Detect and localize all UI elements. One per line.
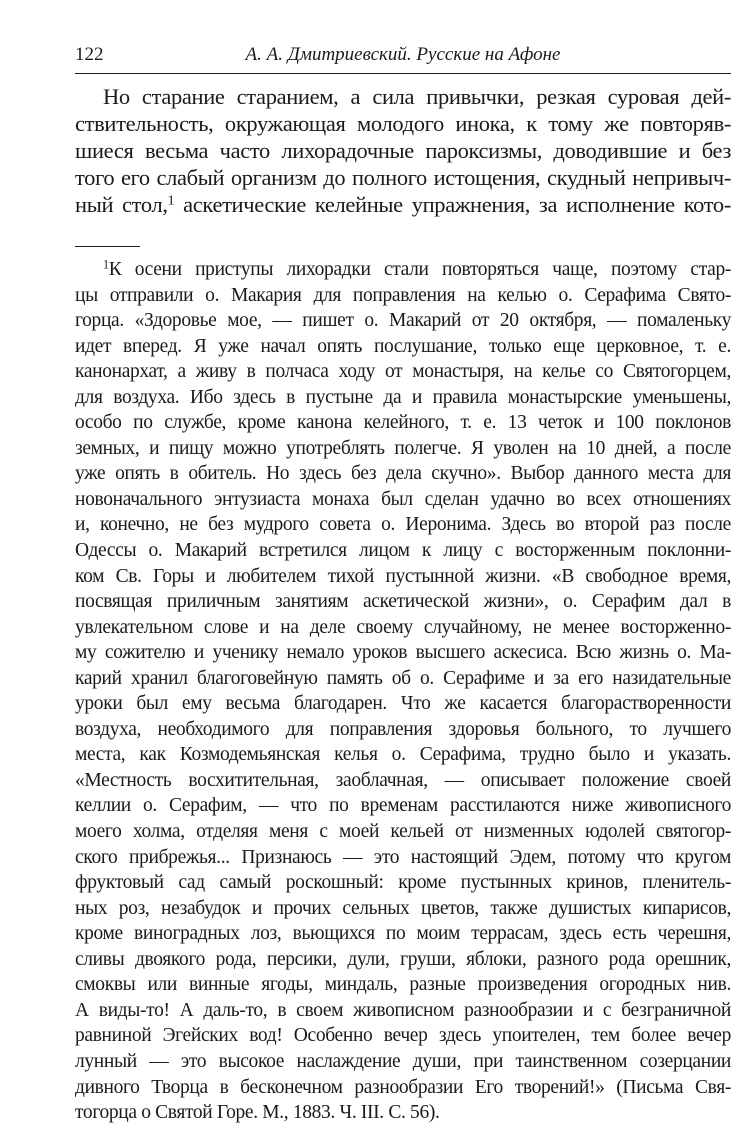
text-line: земных, и пищу можно употреблять полегче. Я уволен на 10 дней, а после	[75, 437, 731, 459]
text-line: сливы двоякого рода, персики, дули, груши, яблоки, разного рода орешник,	[75, 948, 731, 970]
text-line: шиеся весьма часто лихорадочные пароксизмы, доводившие и без	[75, 138, 731, 163]
text-line: дивного Творца в бесконечном разнообразии Его творений!» (Письма Свя-	[75, 1076, 731, 1098]
text-line: ского прибрежья... Признаюсь — это настоящий Эдем, потому что кругом	[75, 846, 731, 868]
text-line: увлекательном слове и на деле своему случайному, не менее восторженно-	[75, 616, 731, 638]
text-line: келлии о. Серафим, — что по временам расстилаются ниже живописного	[75, 795, 731, 817]
text-line: и, конечно, не без мудрого совета о. Иеронима. Здесь во второй раз после	[75, 514, 731, 536]
text-line: места, как Козмодемьянская келья о. Серафима, трудно было и указать.	[75, 744, 731, 766]
text-line: идет вперед. Я уже начал опять послушание, только еще церковное, т. е.	[75, 335, 731, 357]
text-line: уже опять в обитель. Но здесь без дела скучно». Выбор данного места для	[75, 463, 731, 485]
text-line: карий хранил благоговейную память об о. Серафиме и за его назидательные	[75, 667, 731, 689]
text-line: особо по службе, кроме канона келейного, т. е. 13 четок и 100 поклонов	[75, 412, 731, 434]
text-line: новоначального энтузиаста монаха был сделан удачно во всех отношениях	[75, 488, 731, 510]
footnote-reference: 1	[167, 193, 175, 209]
text-line: ком Св. Горы и любителем тихой пустынной жизни. «В свободное время,	[75, 565, 731, 587]
header-rule	[75, 73, 731, 74]
text-line: моего холма, отделяя меня с моей кельей от низменных юдолей святогор-	[75, 821, 731, 843]
running-title: А. А. Дмитриевский. Русские на Афоне	[245, 44, 561, 65]
text-line: смоквы или винные ягоды, миндаль, разные произведения огородных нив.	[75, 974, 731, 996]
main-paragraph	[75, 83, 731, 218]
text-line: горца. «Здоровье мое, — пишет о. Макарий от 20 октября, — помаленьку	[75, 310, 731, 332]
text-line: ный стол,$^1$ аскетические келейные упражнения, за исполнение кото-	[75, 192, 731, 217]
text-line: кроме виноградных лоз, вьющихся по моим террасам, здесь есть черешня,	[75, 923, 731, 945]
text-line: ных роз, незабудок и прочих сельных цветов, также душистых кипарисов,	[75, 897, 731, 919]
text-line: му сожителю и ученику немало уроков высшего аскесиса. Всю жизнь о. Ма-	[75, 642, 731, 664]
text-line: Одессы о. Макарий встретился лицом к лицу с восторженным поклонни-	[75, 540, 731, 562]
text-line: тогорца о Святой Горе. М., 1883. Ч. III. С. 56).	[75, 1102, 440, 1124]
text-line: канонархат, а живу в полчаса ходу от монастыря, на келье со Святогорцем,	[75, 361, 731, 383]
text-line: Но старание старанием, а сила привычки, резкая суровая дей-	[103, 84, 731, 109]
footnote-separator	[75, 246, 140, 247]
text-line: цы отправили о. Макария для поправления на келью о. Серафима Свято-	[75, 284, 731, 306]
text-line: «Местность восхитительная, заоблачная, — описывает положение своей	[75, 769, 731, 791]
text-line: фруктовый сад самый роскошный: кроме пустынных кринов, пленитель-	[75, 872, 731, 894]
text-line: равниной Эгейских вод! Особенно вечер здесь упоителен, тем более вечер	[75, 1025, 731, 1047]
text-line: того его слабый организм до полного истощения, скудный непривыч-	[75, 165, 731, 190]
text-line: уроки был ему весьма благодарен. Что же касается благорастворенности	[75, 693, 731, 715]
text-line: лунный — это высокое наслаждение души, при таинственном созерцании	[75, 1050, 731, 1072]
page-number: 122	[75, 44, 104, 65]
footnote	[75, 257, 731, 1126]
text-line	[75, 257, 731, 283]
text-line: для воздуха. Ибо здесь в пустыне да и правила монастырские уменьшены,	[75, 386, 731, 408]
text-line: посвящая приличным занятиям аскетической жизни», о. Серафим дал в	[75, 591, 731, 613]
text-line: ствительность, окружающая молодого инока, к тому же повторяв-	[75, 111, 731, 136]
text-line-content: К осени приступы лихорадки стали повторяться чаще, поэтому стар-	[108, 259, 731, 280]
text-line: А виды-то! А даль-то, в своем живописном разнообразии и с безграничной	[75, 999, 731, 1021]
text-line: воздуха, необходимого для поправления здоровья больного, то лучшего	[75, 718, 731, 740]
footnote-marker: 1	[103, 257, 109, 272]
